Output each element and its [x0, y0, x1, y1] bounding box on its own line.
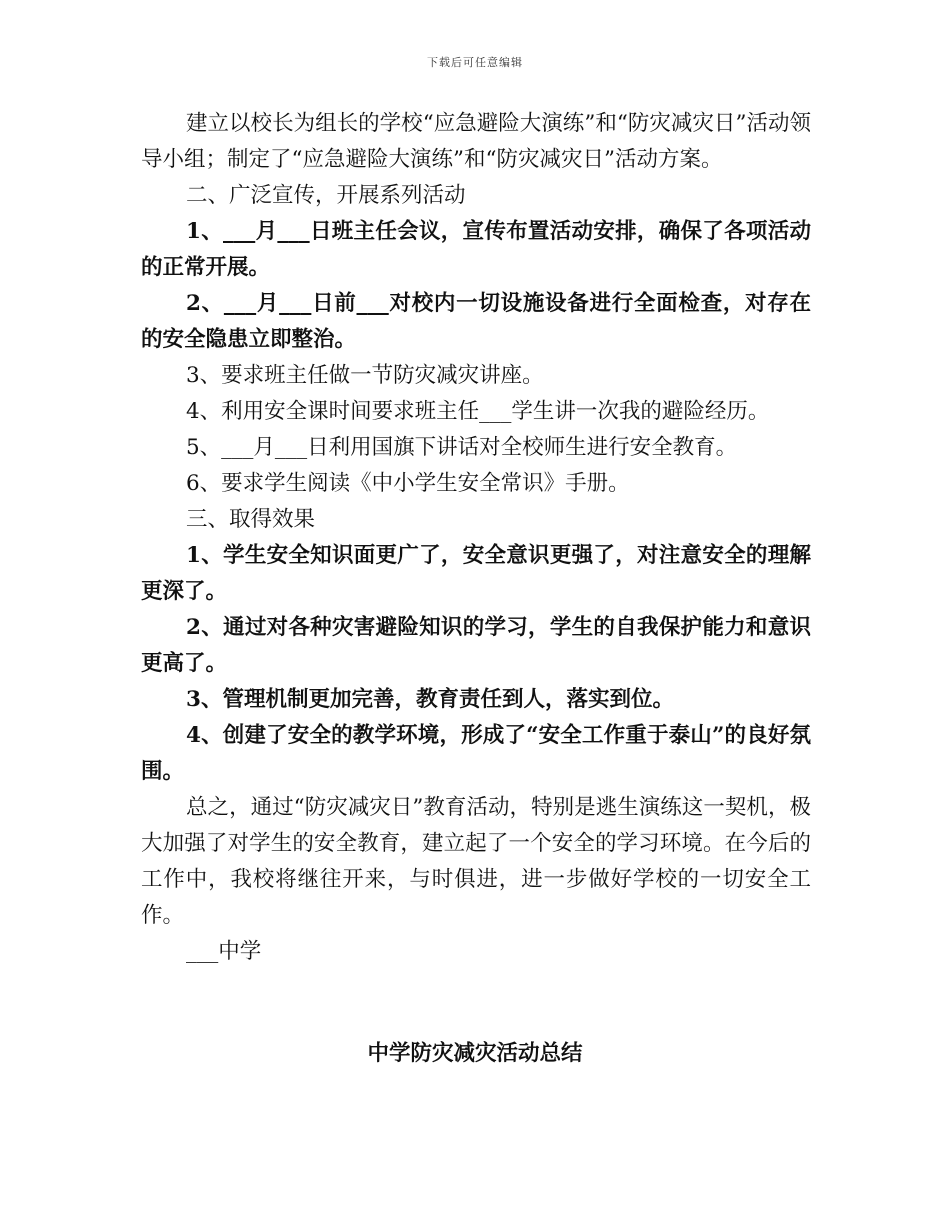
list-item: 3、管理机制更加完善，教育责任到人，落实到位。 [186, 687, 674, 712]
list-item: 1、学生安全知识面更广了，安全意识更强了，对注意安全的理解更深了。 [141, 543, 811, 604]
list-item: 2、通过对各种灾害避险知识的学习，学生的自我保护能力和意识更高了。 [141, 615, 811, 676]
next-section-title: 中学防灾减灾活动总结 [367, 1041, 583, 1066]
document-body [141, 106, 811, 970]
list-item: 2、___月___日前___对校内一切设施设备进行全面检查，对存在的安全隐患立即整治。 [141, 291, 811, 352]
paragraph-conclusion: 总之，通过“防灾减灾日”教育活动，特别是逃生演练这一契机，极大加强了对学生的安全教育，建立起了一个安全的学习环境。在今后的工作中，我校将继往开来，与时俱进，进一步做好学校的一切安全工作。 [141, 795, 811, 928]
list-item: 4、创建了安全的教学环境，形成了“安全工作重于泰山”的良好氛围。 [141, 723, 811, 784]
list-item: 3、要求班主任做一节防灾减灾讲座。 [186, 363, 544, 388]
list-item: 5、___月___日利用国旗下讲话对全校师生进行安全教育。 [186, 435, 738, 460]
paragraph-intro: 建立以校长为组长的学校“应急避险大演练”和“防灾减灾日”活动领导小组；制定了“应急避险大演练”和“防灾减灾日”活动方案。 [141, 111, 811, 172]
section-heading-3: 三、取得效果 [186, 507, 316, 532]
signature-line: ___中学 [186, 939, 262, 964]
list-item: 4、利用安全课时间要求班主任___学生讲一次我的避险经历。 [186, 399, 770, 424]
section-heading-2: 二、广泛宣传，开展系列活动 [186, 183, 466, 208]
header-note: 下载后可任意编辑 [427, 56, 523, 69]
list-item: 1、___月___日班主任会议，宣传布置活动安排，确保了各项活动的正常开展。 [141, 219, 811, 280]
list-item: 6、要求学生阅读《中小学生安全常识》手册。 [186, 471, 630, 496]
